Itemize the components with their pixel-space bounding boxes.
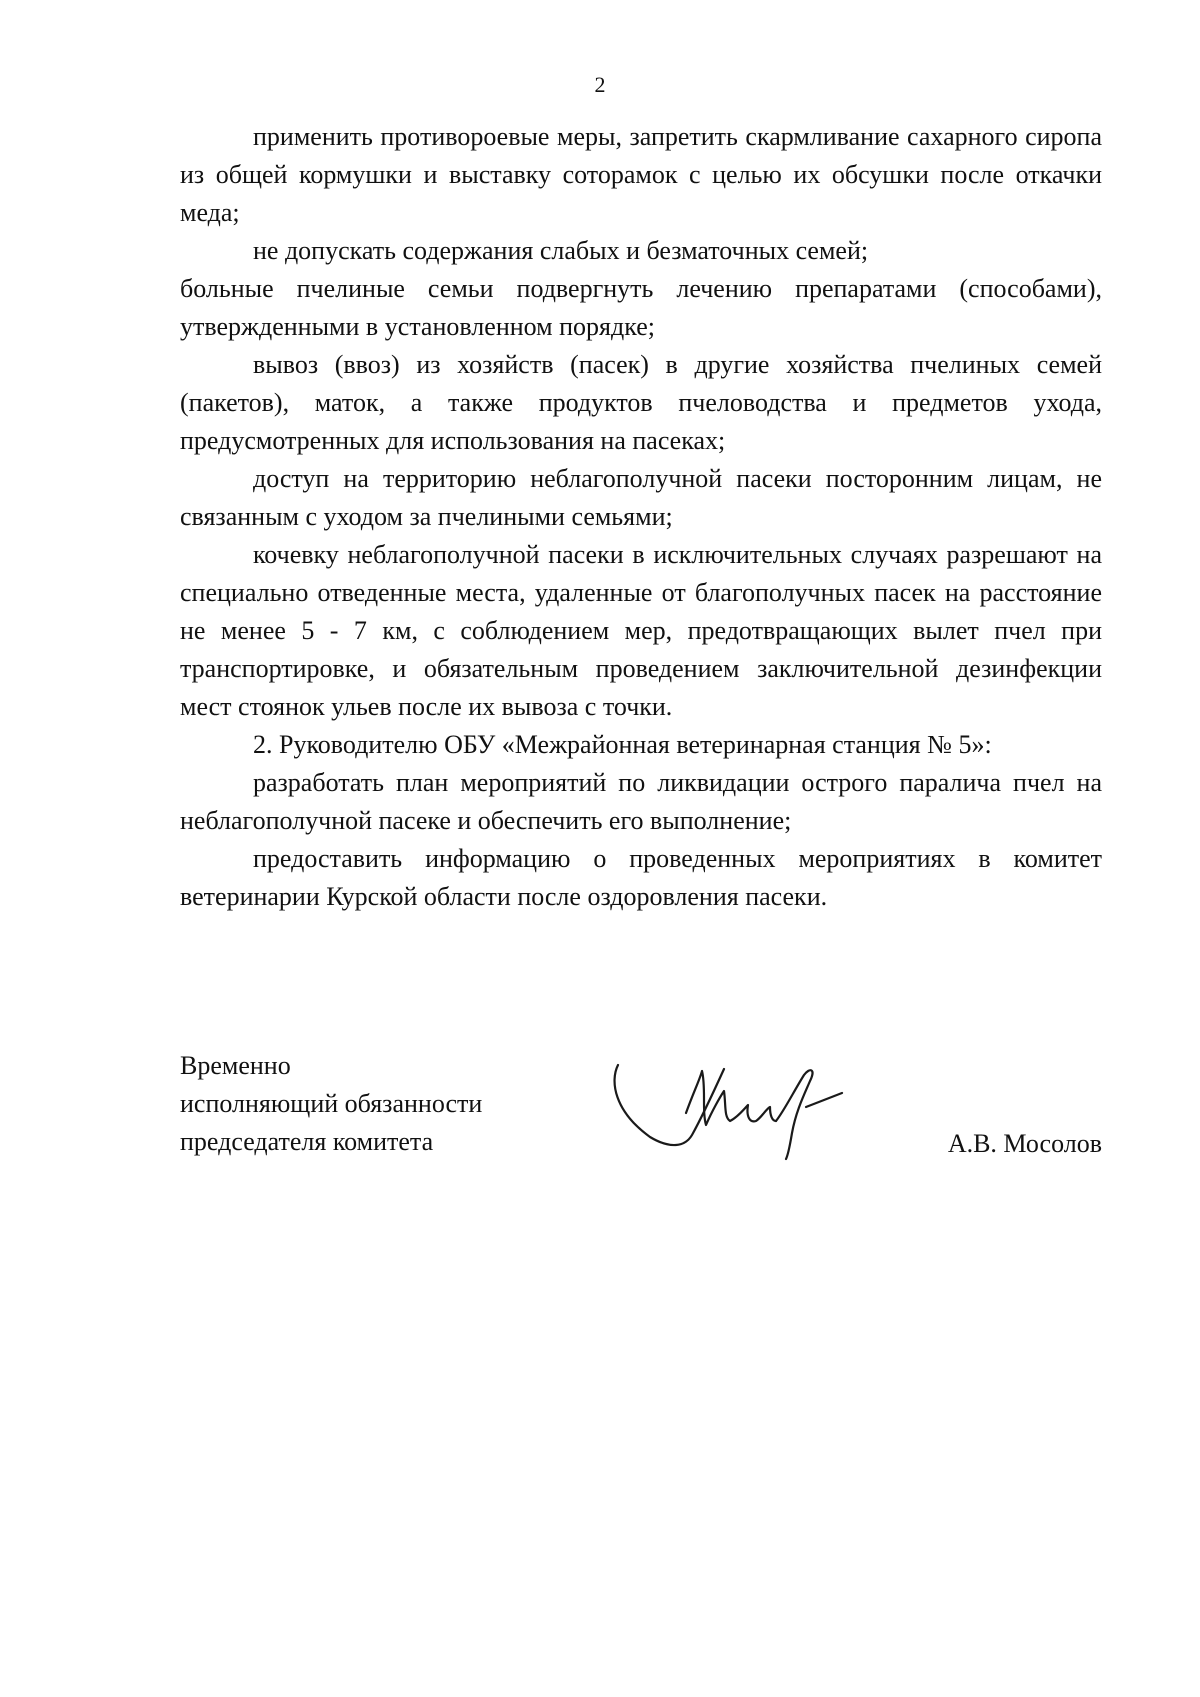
position-line: Временно [180, 1051, 291, 1080]
handwritten-signature [610, 1051, 860, 1161]
position-line: председателя комитета [180, 1127, 434, 1156]
signer-name: А.В. Мосолов [947, 1129, 1102, 1158]
paragraph-access-ban: доступ на территорию неблагополучной пасеки посторонним лицам, не связанным с уходом за пчелиными семьями; [180, 464, 1102, 531]
signature-stroke [686, 1071, 776, 1125]
signature-stroke [615, 1065, 724, 1145]
paragraph-vet-station: 2. Руководителю ОБУ «Межрайонная ветеринарная станция № 5»: [253, 730, 992, 759]
signer-position [180, 1047, 580, 1161]
paragraph-anti-swarming: применить противороевые меры, запретить скармливание сахарного сиропа из общей кормушки и выставку соторамок с целью их обсушки после откачки меда; [180, 122, 1102, 227]
paragraph-action-plan: разработать план мероприятий по ликвидации острого паралича пчел на неблагополучной пасеке и обеспечить его выполнение; [180, 768, 1102, 835]
paragraph-relocation: кочевку неблагополучной пасеки в исключительных случаях разрешают на специально отведенные места, удаленные от благополучных пасек на расстояние не менее 5 - 7 км, с соблюдением мер, предотвращающих вылет пчел при транспортировке, и обязательным проведением заключительной дезинфекции мест стоянок ульев после их вывоза с точки. [180, 540, 1102, 721]
paragraph-weak-colonies: не допускать содержания слабых и безматочных семей; [253, 236, 869, 265]
paragraph-treatment: больные пчелиные семьи подвергнуть лечению препаратами (способами), утвержденными в установленном порядке; [180, 274, 1102, 341]
paragraph-transport-ban: вывоз (ввоз) из хозяйств (пасек) в другие хозяйства пчелиных семей (пакетов), маток, а также продуктов пчеловодства и предметов ухода, предусмотренных для использования на пасеках; [180, 350, 1102, 455]
document-body [180, 118, 1102, 916]
position-line: исполняющий обязанности [180, 1089, 483, 1118]
page-number: 2 [594, 72, 606, 97]
signature-stroke [806, 1093, 842, 1107]
signature-block [180, 1047, 1102, 1177]
paragraph-report: предоставить информацию о проведенных мероприятиях в комитет ветеринарии Курской области после оздоровления пасеки. [180, 844, 1102, 911]
signature-stroke [776, 1070, 812, 1159]
